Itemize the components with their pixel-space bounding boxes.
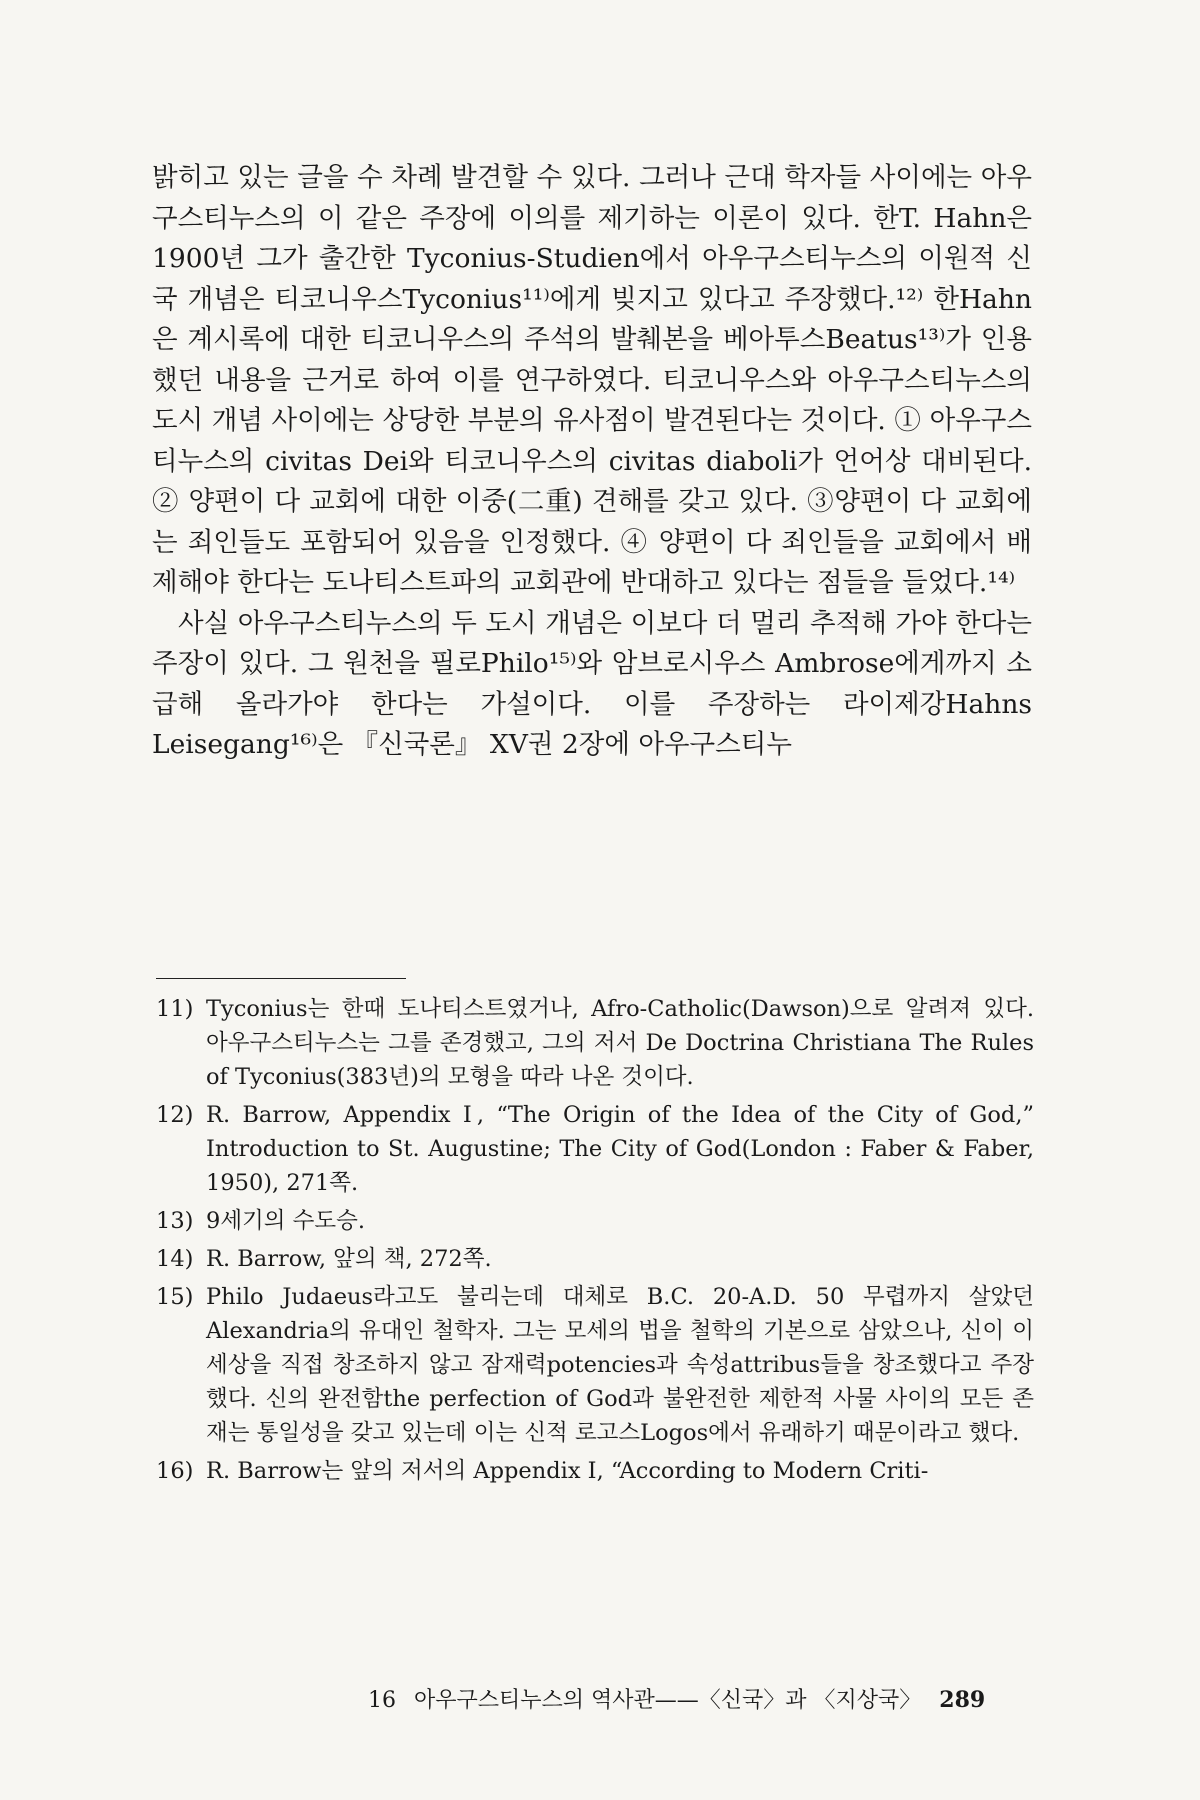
footnote-number: 13) [156, 1208, 194, 1234]
footnote [156, 1098, 1034, 1200]
footnote-number: 11) [156, 996, 194, 1022]
footnote-text: Tyconius는 한때 도나티스트였거나, Afro-Catholic(Dawson)으로 알려져 있다. 아우구스티누스는 그를 존경했고, 그의 저서 De Doctrina Christiana The Rules of Tyconius(383년)의 모형을 따라 나온 것이다. [206, 996, 1034, 1090]
footnote [156, 1204, 1034, 1238]
page-number: 289 [939, 1687, 986, 1713]
footnote-number: 16) [156, 1458, 194, 1484]
footnote-number: 15) [156, 1284, 194, 1310]
body-paragraph: 사실 아우구스티누스의 두 도시 개념은 이보다 더 멀리 추적해 가야 한다는 주장이 있다. 그 원천을 필로Philo¹⁵⁾와 암브로시우스 Ambrose에게까지 소급해 올라가야 한다는 가설이다. 이를 주장하는 라이제강Hahns Leisegang¹⁶⁾은 『신국론』 XV권 2장에 아우구스티누 [152, 607, 1032, 760]
footnote-separator [156, 978, 406, 979]
chapter-number: 16 [368, 1688, 396, 1713]
footnote-number: 12) [156, 1102, 194, 1128]
footnote [156, 1454, 1034, 1488]
running-title: 아우구스티누스의 역사관——〈신국〉과 〈지상국〉 [414, 1688, 922, 1713]
footnote-text: R. Barrow, Appendix Ⅰ, “The Origin of the Idea of the City of God,” Introduction to St. Augustine; The City of God(London : Faber & Faber, 1950), 271쪽. [206, 1102, 1034, 1196]
footnote-text: R. Barrow는 앞의 저서의 Appendix Ⅰ, “According to Modern Criti- [206, 1458, 929, 1484]
running-footer [368, 1683, 1038, 1714]
footnote-text: 9세기의 수도승. [206, 1208, 366, 1234]
body-paragraph: 밝히고 있는 글을 수 차례 발견할 수 있다. 그러나 근대 학자들 사이에는 아우구스티누스의 이 같은 주장에 이의를 제기하는 이론이 있다. 한T. Hahn은 1900년 그가 출간한 Tyconius-Studien에서 아우구스티누스의 이원적 신국 개념은 티코니우스Tyconius¹¹⁾에게 빚지고 있다고 주장했다.¹²⁾ 한Hahn은 계시록에 대한 티코니우스의 주석의 발췌본을 베아투스Beatus¹³⁾가 인용했던 내용을 근거로 하여 이를 연구하였다. 티코니우스와 아우구스티누스의 도시 개념 사이에는 상당한 부분의 유사점이 발견된다는 것이다. ① 아우구스티누스의 civitas Dei와 티코니우스의 civitas diaboli가 언어상 대비된다. ② 양편이 다 교회에 대한 이중(二重) 견해를 갖고 있다. ③양편이 다 교회에는 죄인들도 포함되어 있음을 인정했다. ④ 양편이 다 죄인들을 교회에서 배제해야 한다는 도나티스트파의 교회관에 반대하고 있다는 점들을 들었다.¹⁴⁾ [152, 162, 1032, 598]
footnote-text: Philo Judaeus라고도 불리는데 대체로 B.C. 20-A.D. 50 무렵까지 살았던 Alexandria의 유대인 철학자. 그는 모세의 법을 철학의 기본으로 삼았으나, 신이 이 세상을 직접 창조하지 않고 잠재력potencies과 속성attribus들을 창조했다고 주장했다. 신의 완전함the perfection of God과 불완전한 제한적 사물 사이의 모든 존재는 통일성을 갖고 있는데 이는 신적 로고스Logos에서 유래하기 때문이라고 했다. [206, 1284, 1034, 1446]
footnotes [156, 992, 1034, 1492]
footnote-number: 14) [156, 1246, 194, 1272]
footnote [156, 992, 1034, 1094]
main-text [152, 158, 1032, 766]
footnote [156, 1242, 1034, 1276]
footnote [156, 1280, 1034, 1450]
footnote-text: R. Barrow, 앞의 책, 272쪽. [206, 1246, 492, 1272]
